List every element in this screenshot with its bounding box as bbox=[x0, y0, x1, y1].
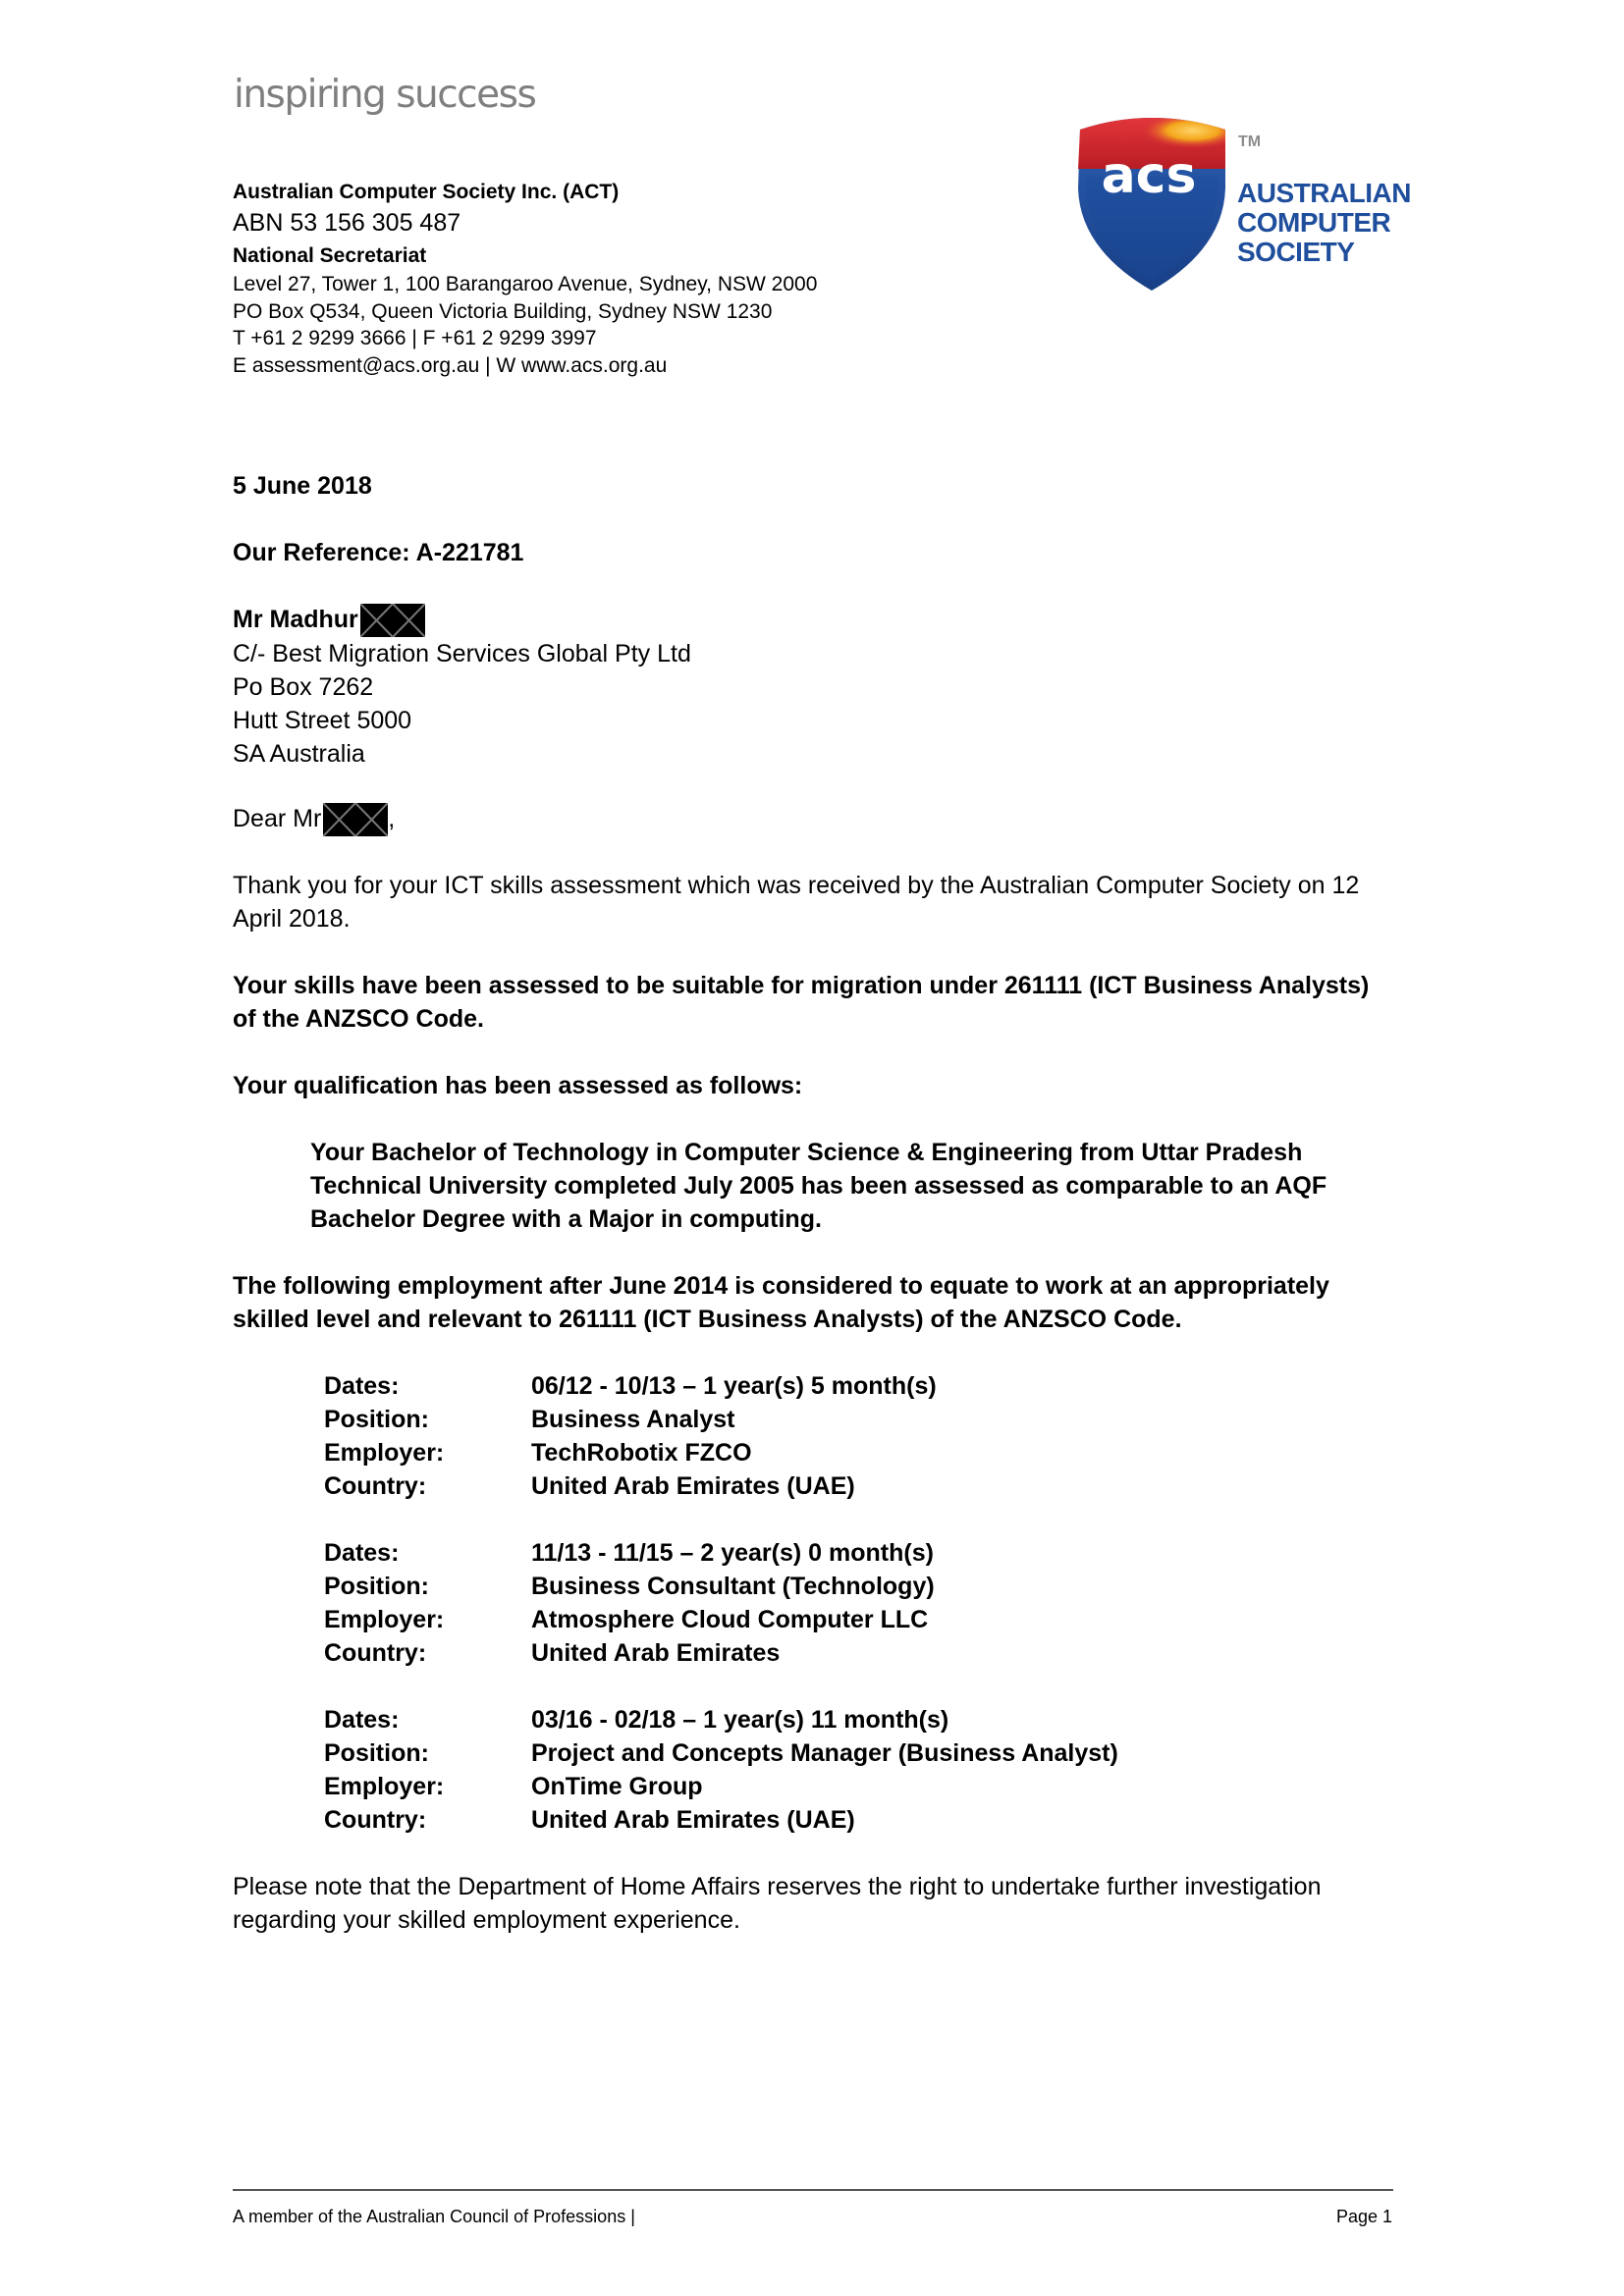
country-label: Country: bbox=[324, 1639, 427, 1667]
recipient-name: Mr Madhur bbox=[233, 606, 358, 633]
employment-entry bbox=[324, 1703, 1306, 1837]
position-label: Position: bbox=[324, 1739, 429, 1767]
brand-line-2: COMPUTER bbox=[1237, 207, 1391, 238]
employment-entry bbox=[324, 1369, 1306, 1503]
employment-position: Project and Concepts Manager (Business Analyst) bbox=[531, 1739, 1118, 1767]
skills-statement: Your skills have been assessed to be suitable for migration under 261111 (ICT Business Analysts) of the ANZSCO Code. bbox=[233, 972, 1370, 1033]
recipient-line: C/- Best Migration Services Global Pty Ltd bbox=[233, 640, 691, 668]
acs-logo bbox=[1068, 112, 1422, 298]
country-label: Country: bbox=[324, 1806, 427, 1834]
country-label: Country: bbox=[324, 1472, 427, 1500]
recipient-line: Hutt Street 5000 bbox=[233, 707, 412, 735]
logo-mark-text: acs bbox=[1101, 146, 1197, 205]
recipient-line: SA Australia bbox=[233, 740, 365, 769]
position-label: Position: bbox=[324, 1573, 429, 1600]
employment-employer: OnTime Group bbox=[531, 1773, 703, 1800]
position-label: Position: bbox=[324, 1406, 429, 1433]
employment-dates: 11/13 - 11/15 – 2 year(s) 0 month(s) bbox=[531, 1539, 934, 1567]
qualification-detail: Your Bachelor of Technology in Computer Science & Engineering from Uttar Pradesh Technical University completed July 2005 has been assessed as comparable to an AQF Bachelor Degree with a Major in computing. bbox=[310, 1139, 1327, 1233]
reference: Our Reference: A-221781 bbox=[233, 539, 524, 566]
employment-employer: Atmosphere Cloud Computer LLC bbox=[531, 1606, 929, 1633]
brand-line-3: SOCIETY bbox=[1237, 237, 1355, 267]
employment-country: United Arab Emirates bbox=[531, 1639, 781, 1667]
salutation-prefix: Dear Mr bbox=[233, 805, 322, 832]
footer-divider bbox=[233, 2189, 1393, 2191]
letter-date: 5 June 2018 bbox=[233, 472, 372, 500]
employment-country: United Arab Emirates (UAE) bbox=[531, 1806, 855, 1834]
abn: ABN 53 156 305 487 bbox=[233, 209, 461, 237]
secretariat-title: National Secretariat bbox=[233, 244, 427, 267]
recipient-name-line bbox=[233, 603, 1391, 637]
redaction-block bbox=[360, 604, 425, 637]
qualification-heading: Your qualification has been assessed as follows: bbox=[233, 1072, 803, 1099]
dates-label: Dates: bbox=[324, 1372, 400, 1400]
redaction-block bbox=[323, 803, 388, 836]
phone-line: T +61 2 9299 3666 | F +61 2 9299 3997 bbox=[233, 327, 597, 349]
employer-label: Employer: bbox=[324, 1439, 445, 1467]
salutation bbox=[233, 802, 1391, 836]
employment-position: Business Consultant (Technology) bbox=[531, 1573, 935, 1600]
salutation-suffix: , bbox=[388, 805, 396, 832]
employment-heading: The following employment after June 2014 is considered to equate to work at an appropriately skilled level and relevant to 261111 (ICT Business Analysts) of the ANZSCO Code. bbox=[233, 1272, 1329, 1333]
employment-employer: TechRobotix FZCO bbox=[531, 1439, 752, 1467]
employment-position: Business Analyst bbox=[531, 1406, 735, 1433]
employment-dates: 06/12 - 10/13 – 1 year(s) 5 month(s) bbox=[531, 1372, 937, 1400]
footer-membership: A member of the Australian Council of Professions | bbox=[233, 2207, 635, 2226]
address-line-1: Level 27, Tower 1, 100 Barangaroo Avenue, Sydney, NSW 2000 bbox=[233, 273, 818, 295]
page-number: Page 1 bbox=[1335, 2207, 1392, 2226]
brand-line-1: AUSTRALIAN bbox=[1237, 178, 1411, 208]
employment-entry bbox=[324, 1536, 1306, 1670]
email-line: E assessment@acs.org.au | W www.acs.org.au bbox=[233, 353, 668, 377]
employer-label: Employer: bbox=[324, 1773, 445, 1800]
recipient-line: Po Box 7262 bbox=[233, 673, 374, 702]
recipient-block bbox=[233, 603, 1391, 771]
trademark-label: TM bbox=[1238, 133, 1262, 150]
closing-note: Please note that the Department of Home Affairs reserves the right to undertake further investigation regarding your skilled employment experience. bbox=[233, 1873, 1322, 1934]
org-name: Australian Computer Society Inc. (ACT) bbox=[233, 181, 620, 203]
employer-label: Employer: bbox=[324, 1606, 445, 1633]
intro-paragraph: Thank you for your ICT skills assessment which was received by the Australian Computer Society on 12 April 2018. bbox=[233, 872, 1360, 933]
address-line-2: PO Box Q534, Queen Victoria Building, Sydney NSW 1230 bbox=[233, 299, 773, 323]
tagline: inspiring success bbox=[234, 73, 536, 117]
dates-label: Dates: bbox=[324, 1539, 400, 1567]
employment-dates: 03/16 - 02/18 – 1 year(s) 11 month(s) bbox=[531, 1706, 949, 1734]
dates-label: Dates: bbox=[324, 1706, 400, 1734]
employment-country: United Arab Emirates (UAE) bbox=[531, 1472, 855, 1500]
letterhead-address bbox=[233, 179, 1116, 379]
